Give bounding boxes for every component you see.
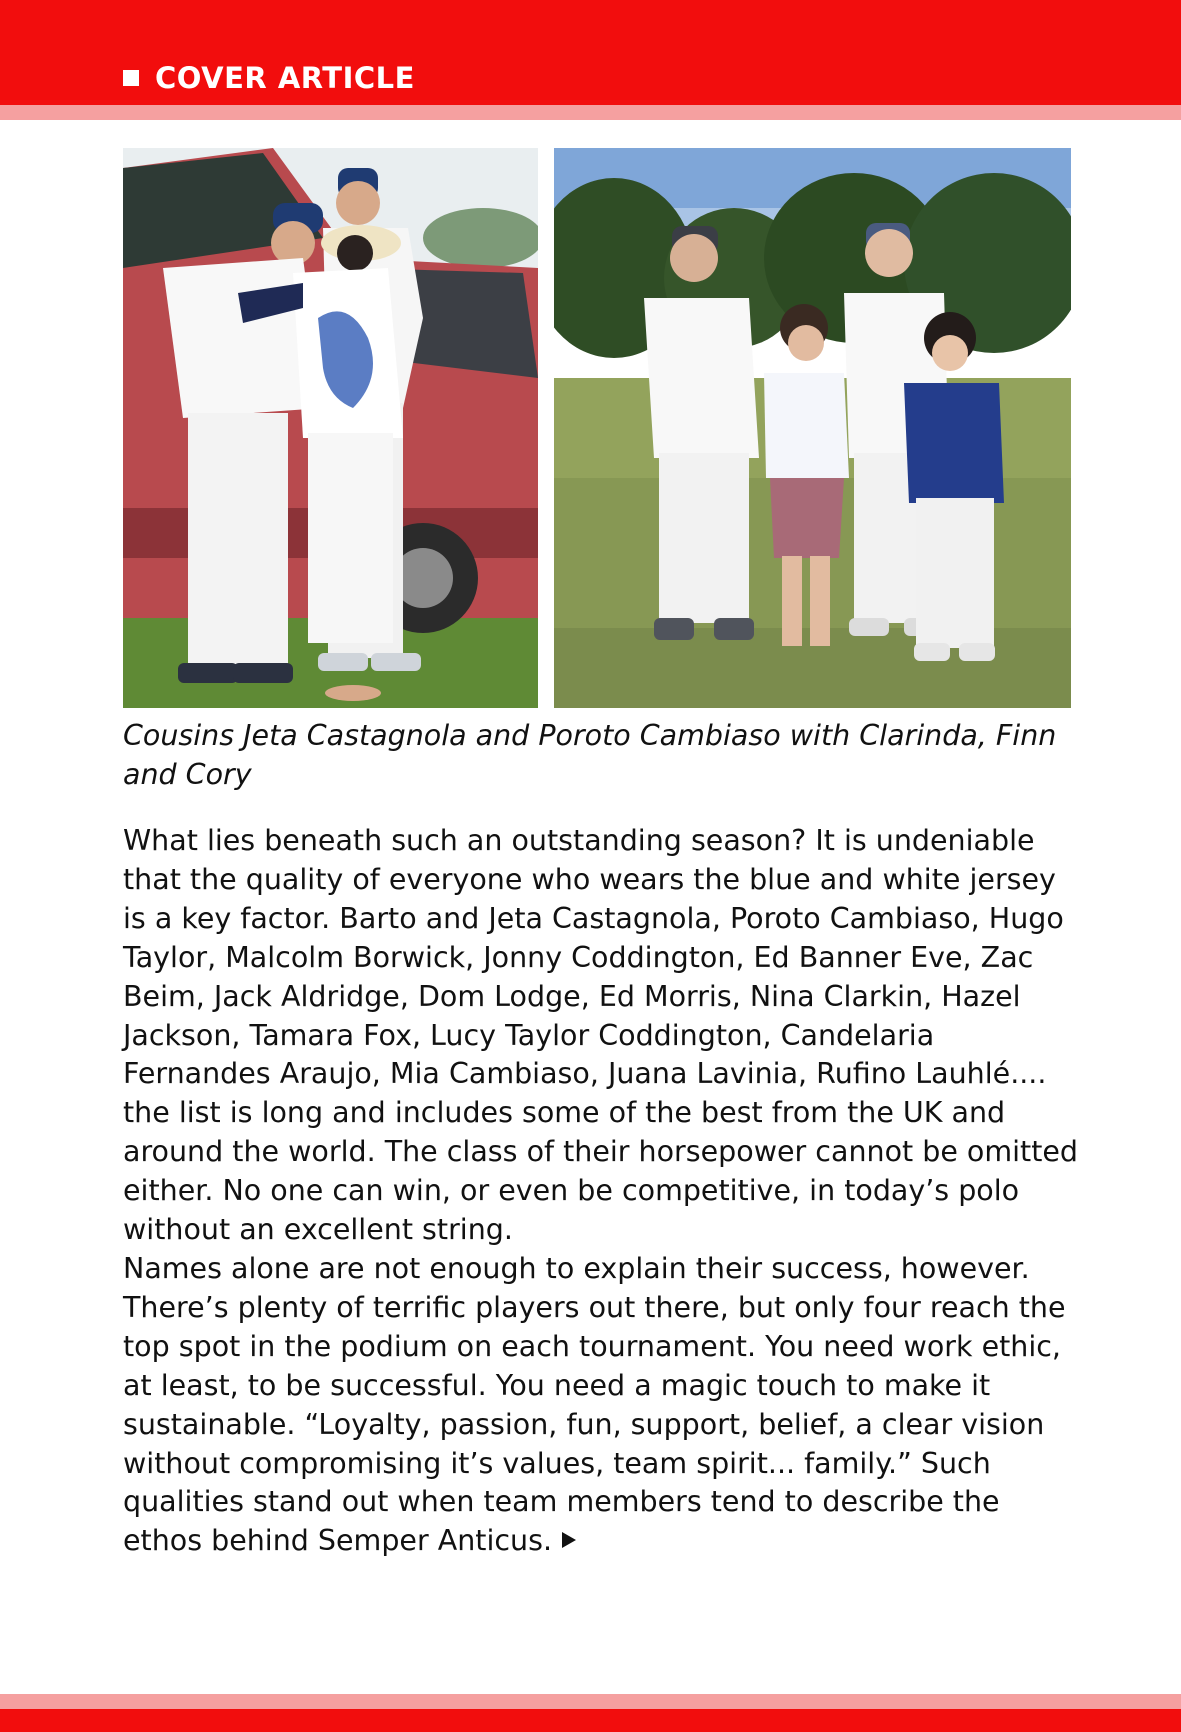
- photo-players-with-children: [554, 148, 1071, 708]
- play-triangle-icon: [562, 1532, 576, 1548]
- photo-caption: Cousins Jeta Castagnola and Poroto Cambiaso with Clarinda, Finn and Cory: [123, 719, 1057, 791]
- section-label: [123, 58, 415, 98]
- section-label-text: COVER ARTICLE: [155, 61, 415, 95]
- article-body: [123, 822, 1083, 1561]
- header-stripe: [0, 105, 1181, 120]
- square-bullet-icon: [123, 70, 139, 86]
- footer-stripe: [0, 1694, 1181, 1709]
- photo-players-greeting: [123, 148, 538, 708]
- article-paragraph: [123, 1250, 1083, 1561]
- article-paragraph: What lies beneath such an outstanding season? It is undeniable that the quality of everyone who wears the blue and white jersey is a key factor. Barto and Jeta Castagnola, Poroto Cambiaso, Hugo Taylor, Malcolm Borwick, Jonny Coddington, Ed Banner Eve, Zac Beim, Jack Aldridge, Dom Lodge, Ed Morris, Nina Clarkin, Hazel Jackson, Tamara Fox, Lucy Taylor Coddington, Candelaria Fernandes Araujo, Mia Cambiaso, Juana Lavinia, Rufino Lauhlé.... the list is long and includes some of the best from the UK and around the world. The class of their horsepower cannot be omitted either. No one can win, or even be competitive, in today’s polo without an excellent string.: [123, 824, 1079, 1247]
- footer-band: [0, 1709, 1181, 1732]
- article-paragraph-text: Names alone are not enough to explain their success, however. There’s plenty of terrific players out there, but only four reach the top spot in the podium on each tournament. You need work ethic, at least, to be successful. You need a magic touch to make it sustainable. “Loyalty, passion, fun, support, belief, a clear vision without compromising it’s values, team spirit... family.” Such qualities stand out when team members tend to describe the ethos behind Semper Anticus.: [123, 1251, 1066, 1558]
